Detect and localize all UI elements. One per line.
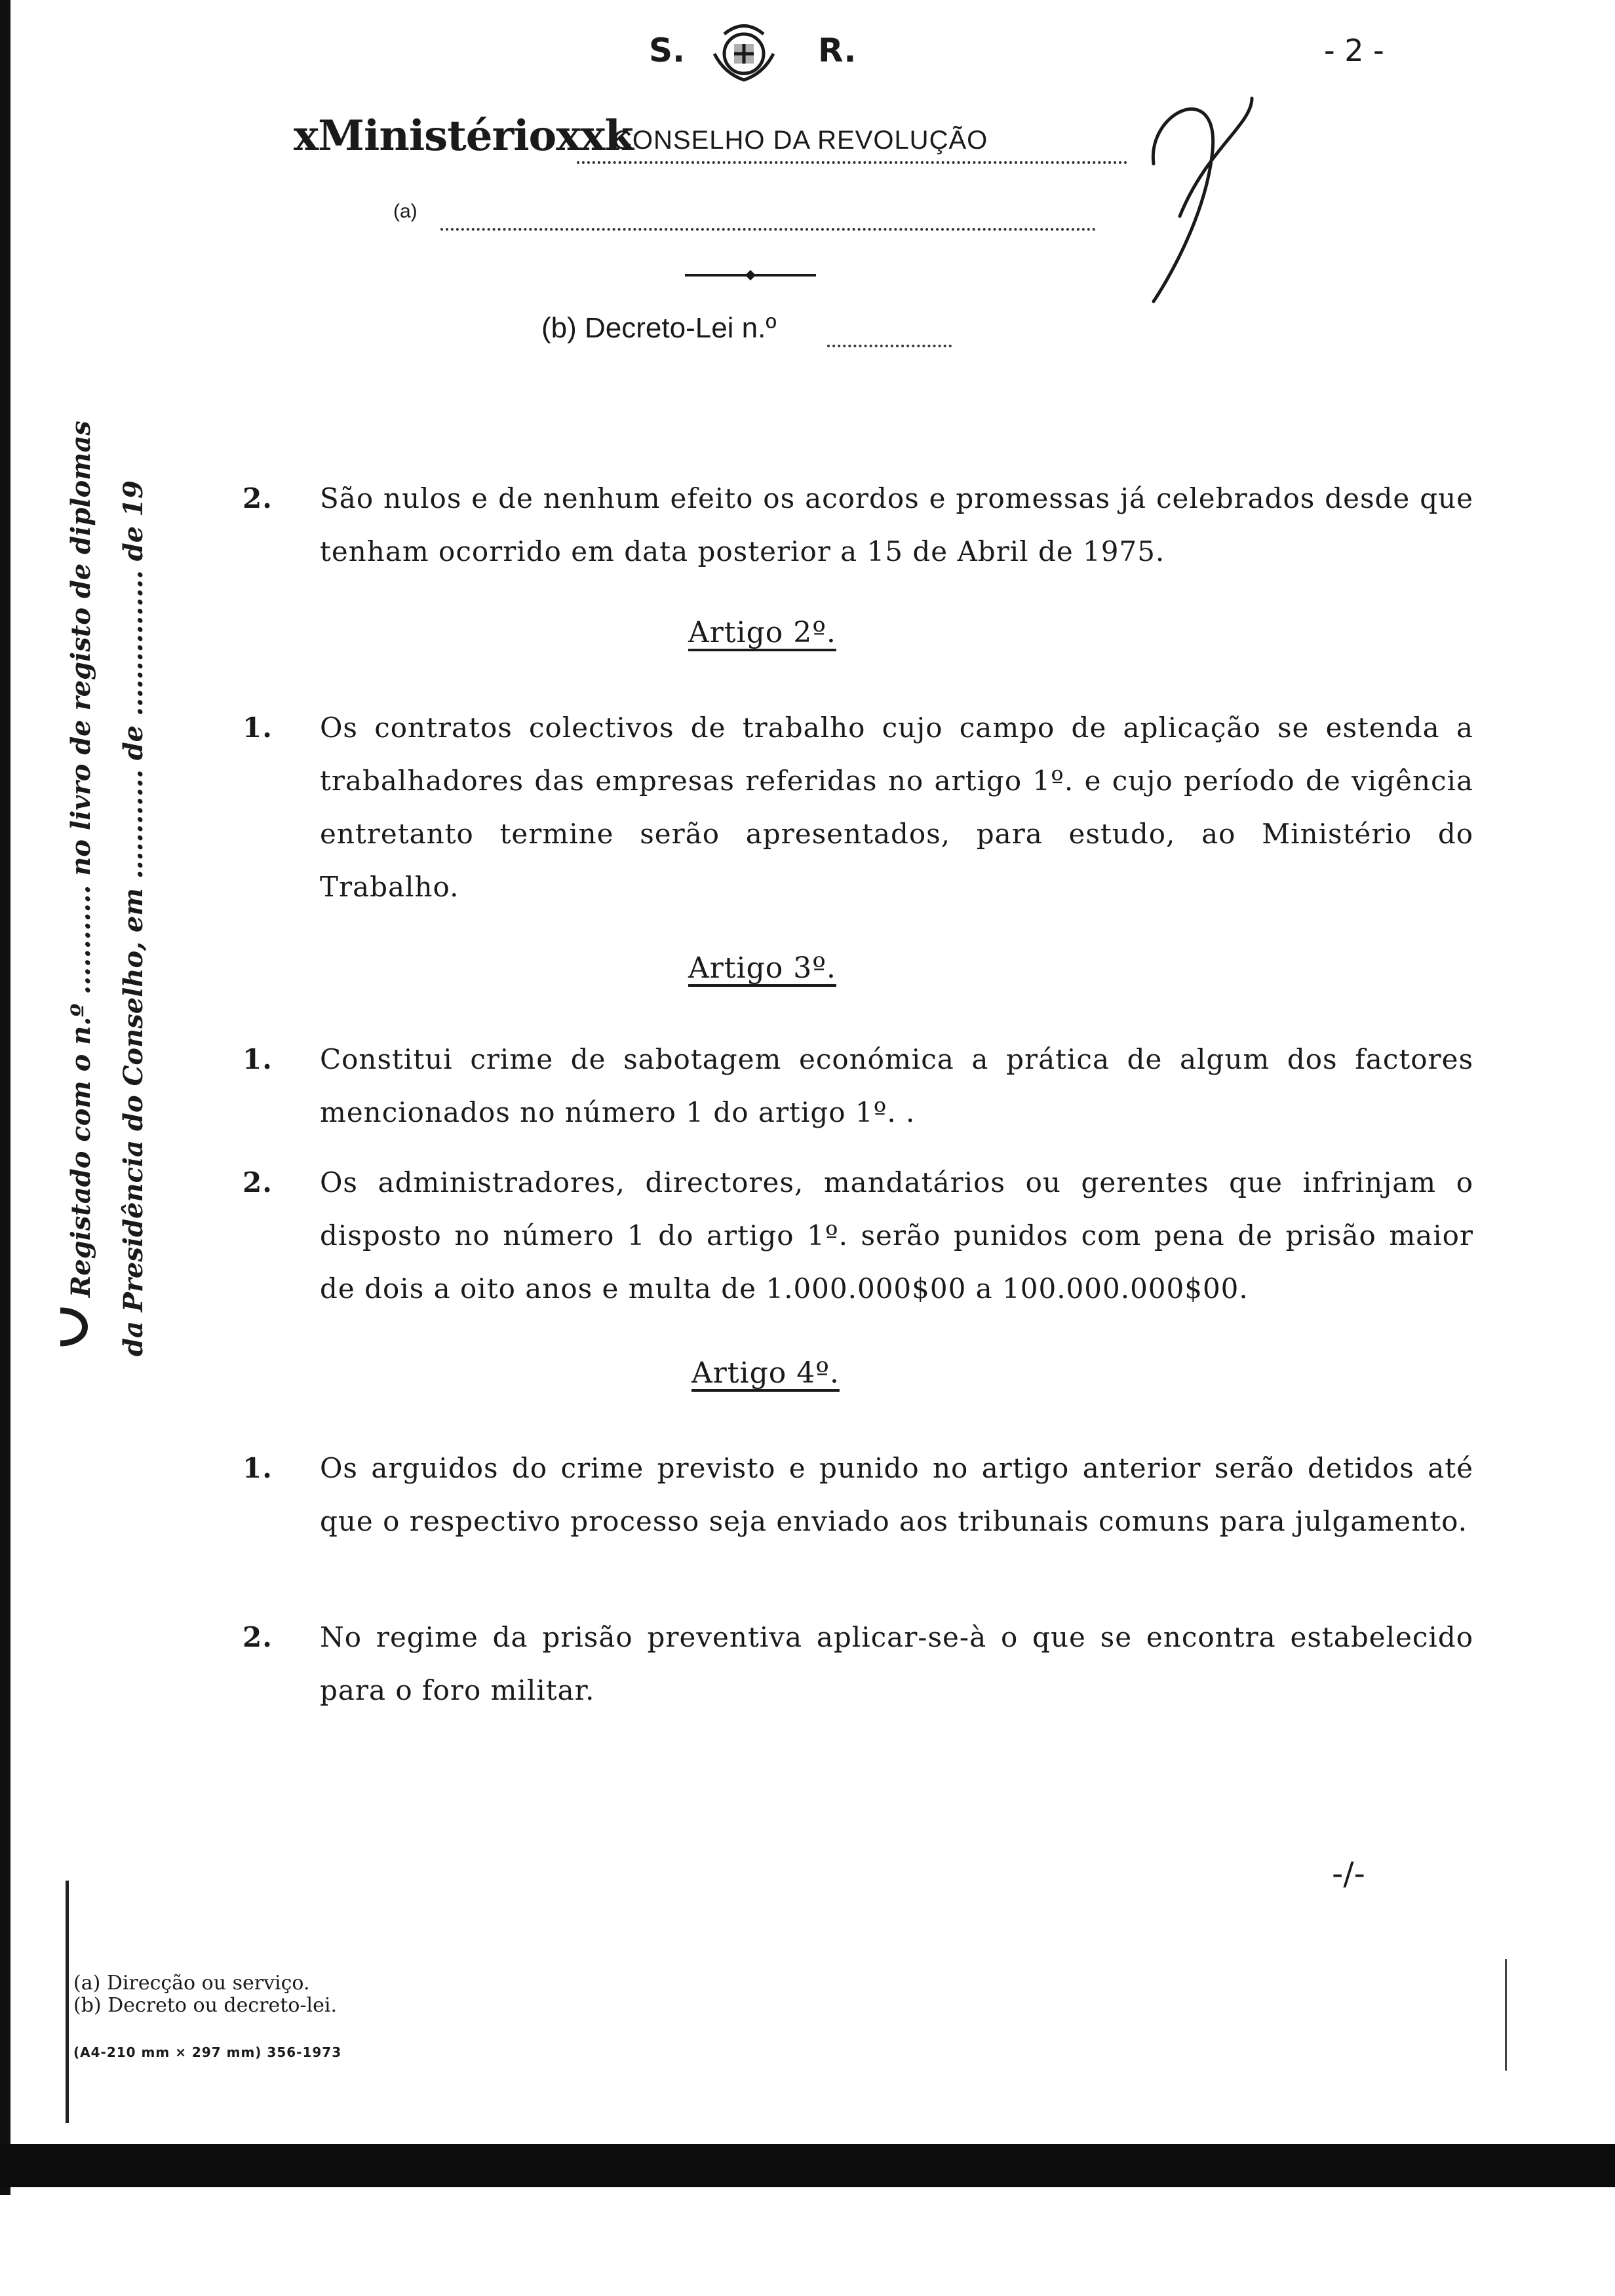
margin-rule-right <box>1505 1959 1507 2071</box>
paragraph-number: 2. <box>243 482 273 514</box>
ministry-struck-text: xMinistérioxxk <box>294 111 633 161</box>
paragraph-text: Os arguidos do crime previsto e punido no artigo anterior serão detidos até que o respectivo processo seja enviado aos tribunais comuns para julgamento. <box>320 1452 1473 1537</box>
scan-bottom-band <box>0 2144 1615 2187</box>
decree-number-dotted-line <box>827 345 952 347</box>
paragraph-number: 1. <box>243 1452 273 1484</box>
footnote-b: (b) Decreto ou decreto-lei. <box>73 1994 338 2017</box>
paragraph-number: 1. <box>243 712 273 744</box>
council-name: CONSELHO DA REVOLUÇÃO <box>613 126 988 155</box>
paragraph-text: São nulos e de nenhum efeito os acordos e promessas já celebrados desde que tenham ocorrido em data posterior a 15 de Abril de 1975. <box>320 482 1473 567</box>
article-3-heading: Artigo 3º. <box>688 951 836 985</box>
margin-rule <box>66 1881 69 2123</box>
paragraph-number: 2. <box>243 1621 273 1653</box>
page-number: - 2 - <box>1324 33 1384 68</box>
form-code: (A4-210 mm × 297 mm) 356-1973 <box>73 2044 342 2060</box>
emblem-right-letter: R. <box>818 31 857 69</box>
paragraph-text: No regime da prisão preventiva aplicar-se-à o que se encontra estabelecido para o foro militar. <box>320 1621 1473 1706</box>
ministry-dotted-line <box>577 161 1127 164</box>
coat-of-arms-icon <box>708 14 780 86</box>
emblem-left-letter: S. <box>649 31 686 69</box>
article-4-heading: Artigo 4º. <box>691 1356 840 1390</box>
scan-left-edge <box>0 0 10 2195</box>
paragraph-text: Constitui crime de sabotagem económica a prática de algum dos factores mencionados no número 1 do artigo 1º. . <box>320 1043 1473 1128</box>
paragraph-text: Os contratos colectivos de trabalho cujo campo de aplicação se estenda a trabalhadores das empresas referidas no artigo 1º. e cujo período de vigência entretanto termine serão apresentados, para estudo, ao Ministério do Trabalho. <box>320 712 1473 903</box>
decree-label: (b) Decreto-Lei n.º <box>541 312 777 344</box>
article-2-heading: Artigo 2º. <box>688 616 836 649</box>
margin-presidency-line: da Presidência do Conselho, em ............ de ................ de 19 <box>118 480 149 1356</box>
handwritten-signature <box>1140 85 1258 308</box>
margin-mark-icon <box>54 1304 93 1350</box>
paragraph-number: 2. <box>243 1166 273 1198</box>
paragraph-text: Os administradores, directores, mandatários ou gerentes que infrinjam o disposto no número 1 do artigo 1º. serão punidos com pena de prisão maior de dois a oito anos e multa de 1.000.000$00 a 100.000.000$00. <box>320 1166 1473 1305</box>
footnote-a: (a) Direcção ou serviço. <box>73 1972 310 1995</box>
field-a-label: (a) <box>393 201 418 222</box>
paragraph-number: 1. <box>243 1043 273 1075</box>
ornament-divider <box>685 269 816 282</box>
margin-registration-line: Registado com o n.º ............ no livro de registo de diplomas <box>66 421 96 1297</box>
field-a-dotted-line <box>440 228 1096 231</box>
continuation-mark: -/- <box>1332 1856 1365 1892</box>
